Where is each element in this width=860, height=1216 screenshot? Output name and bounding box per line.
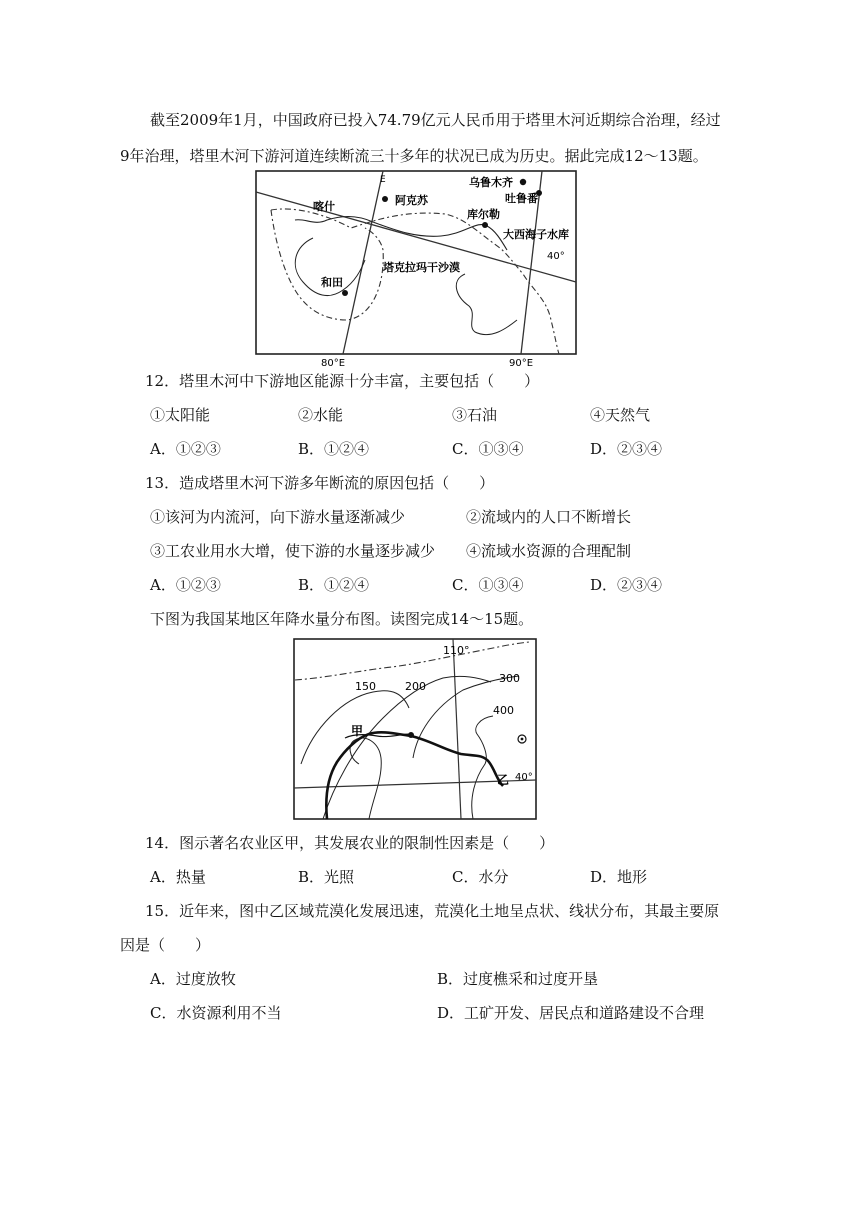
q12-item-4: ④天然气	[590, 406, 651, 424]
q12-item-1: ①太阳能	[150, 406, 211, 424]
label-iso150: 150	[355, 680, 376, 693]
q13-choice-b[interactable]: B．①②④	[298, 576, 370, 594]
label-lon80: 80°E	[321, 358, 346, 368]
label-aksu: 阿克苏	[395, 194, 428, 207]
q14-choice-c[interactable]: C．水分	[452, 868, 509, 886]
q12-choice-a[interactable]: A．①②③	[150, 440, 221, 458]
q15-choice-c[interactable]: C．水资源利用不当	[150, 1004, 282, 1022]
q12-item-2: ②水能	[298, 406, 344, 424]
label-urumqi: 乌鲁木齐	[469, 176, 513, 189]
q13-item-1: ①该河为内流河，向下游水量逐渐减少	[150, 508, 406, 526]
label-desert: 塔克拉玛干沙漠	[383, 261, 460, 274]
precipitation-map	[293, 638, 537, 820]
label-lon90: 90°E	[509, 358, 534, 368]
label-lat40: 40°	[547, 251, 565, 262]
q13-stem: 13．造成塔里木河下游多年断流的原因包括（ ）	[145, 474, 495, 492]
label-kashgar: 喀什	[313, 200, 335, 213]
q13-choice-c[interactable]: C．①③④	[452, 576, 524, 594]
q14-choice-d[interactable]: D．地形	[590, 868, 648, 886]
label-turpan: 吐鲁番	[505, 192, 538, 205]
q15-choice-a[interactable]: A．过度放牧	[150, 970, 236, 988]
q13-item-4: ④流域水资源的合理配制	[466, 542, 632, 560]
q14-stem: 14．图示著名农业区甲，其发展农业的限制性因素是（ ）	[145, 834, 555, 852]
label-yi: 乙	[497, 773, 510, 787]
label-lon110: 110°	[443, 644, 470, 657]
q12-choice-b[interactable]: B．①②④	[298, 440, 370, 458]
tarim-basin-map	[255, 170, 577, 368]
q15-stem-line2: 因是（ ）	[120, 936, 211, 954]
label-iso400: 400	[493, 704, 514, 717]
q15-stem-line1: 15．近年来，图中乙区域荒漠化发展迅速，荒漠化土地呈点状、线状分布，其最主要原	[145, 902, 720, 920]
label-iso300: 300	[499, 672, 520, 685]
label-korla: 库尔勒	[467, 208, 500, 221]
q15-choice-d[interactable]: D．工矿开发、居民点和道路建设不合理	[437, 1004, 705, 1022]
label-jia: 甲	[351, 724, 364, 738]
intro-paragraph-line2: 9年治理，塔里木河下游河道连续断流三十多年的状况已成为历史。据此完成12～13题。	[120, 147, 708, 165]
label-reservoir: 大西海子水库	[503, 228, 569, 241]
q13-item-2: ②流域内的人口不断增长	[466, 508, 632, 526]
q12-choice-c[interactable]: C．①③④	[452, 440, 524, 458]
q12-stem: 12．塔里木河中下游地区能源十分丰富，主要包括（ ）	[145, 372, 540, 390]
intro-paragraph-2: 下图为我国某地区年降水量分布图。读图完成14～15题。	[150, 610, 534, 628]
q13-choice-d[interactable]: D．②③④	[590, 576, 663, 594]
q12-item-3: ③石油	[452, 406, 498, 424]
q15-choice-b[interactable]: B．过度樵采和过度开垦	[437, 970, 599, 988]
label-e-mark: E	[380, 175, 386, 185]
q12-choice-d[interactable]: D．②③④	[590, 440, 663, 458]
q13-item-3: ③工农业用水大增，使下游的水量逐步减少	[150, 542, 436, 560]
label-iso200: 200	[405, 680, 426, 693]
q13-choice-a[interactable]: A．①②③	[150, 576, 221, 594]
intro-paragraph-line1: 截至2009年1月，中国政府已投入74.79亿元人民币用于塔里木河近期综合治理，经过	[150, 111, 721, 129]
q14-choice-b[interactable]: B．光照	[298, 868, 355, 886]
q14-choice-a[interactable]: A．热量	[150, 868, 206, 886]
label-hotan: 和田	[321, 276, 343, 289]
label-lat40: 40°	[515, 772, 533, 783]
